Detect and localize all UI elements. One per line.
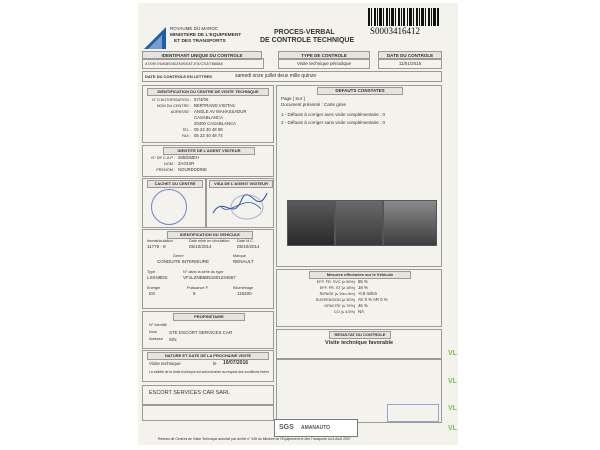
serie-label: N° dans la série du type [183, 270, 224, 274]
agent-identity [142, 145, 274, 177]
center-identification [142, 85, 274, 143]
owner-title: PROPRIETAIRE [173, 313, 245, 321]
client-box [142, 385, 274, 405]
center-row-key: NOM DU CENTRE : [156, 104, 191, 108]
vl-mark: VL [448, 405, 457, 412]
owner-name-label: Nom [149, 330, 158, 334]
center-row-key: ADRESSE : [170, 110, 191, 114]
measure-row-value: 46 % [358, 303, 368, 308]
center-row-value: 05 22 40 48 08 [194, 127, 223, 132]
defects-line-2: 2 - Défauts à corriger sans visite complémentaire : 0 [281, 120, 386, 125]
type-label: Type [147, 270, 156, 274]
agent-row-key: PRENOM : [156, 168, 175, 172]
result-value: Visite technique favorable [325, 340, 394, 346]
measure-row-key: RIPAGE (≤ 10m /km) [319, 292, 355, 296]
control-type-label: TYPE DE CONTROLE [278, 51, 370, 60]
genre-value: CONDUITE INTERIEURE [157, 259, 210, 264]
center-stamp-box [142, 178, 206, 228]
center-stamp-label: CACHET DU CENTRE [147, 180, 203, 188]
measure-row-value: 55 % [358, 279, 368, 284]
center-rows [149, 97, 246, 139]
center-row-key: N° D'AUTORISATION : [151, 98, 191, 102]
measure-row-value: NA [358, 309, 364, 314]
kingdom-label: ROYAUME DU MAROC [170, 26, 219, 31]
agent-signature-icon [211, 187, 271, 225]
date-mc-label: Date mise en circulation [189, 239, 230, 243]
owner-address-value: S/N [169, 337, 177, 342]
vehicle-photo-front [287, 200, 335, 246]
defects-section [276, 85, 442, 267]
measure-row-key: CO (≤ 4.5%) [333, 310, 355, 314]
center-row-key: FAX : [181, 134, 191, 138]
puissance-value: 8 [193, 291, 196, 296]
defects-document: Document présenté : Carte grise [281, 102, 347, 107]
measure-row [287, 309, 388, 315]
type-value: LXKN8DS [147, 275, 168, 280]
center-row-value: CASABLANCA [194, 115, 223, 120]
km-value: 116400 [237, 291, 252, 296]
next-visit-date: 10/07/2016 [223, 360, 249, 366]
date-letters-row [142, 71, 442, 82]
result-section [276, 329, 442, 359]
client-name: ESCORT SERVICES CAR SARL [149, 390, 230, 396]
serie-value: VF1LZNB6B51601234567 [183, 275, 236, 280]
immat-value: 11779 - 8 [147, 244, 166, 249]
center-row-value: BERTRAND VISITAS [194, 103, 235, 108]
control-date-value: 11/01/2015 [378, 58, 442, 69]
next-visit-section [142, 350, 274, 382]
center-title: IDENTIFICATION DU CENTRE DE VISITE TECHNIQUE [147, 88, 269, 96]
pv-title: PROCES-VERBAL [274, 29, 335, 36]
center-row [149, 133, 246, 139]
sgs-logo-text: SGS [279, 424, 294, 431]
center-stamp-icon [151, 189, 187, 225]
km-label: Kilométrage [233, 286, 254, 290]
serial-number: S0003416412 [370, 26, 421, 36]
control-date-label: DATE DU CONTROLE [378, 51, 442, 60]
next-visit-prefix: le [213, 361, 217, 366]
measures-section [276, 269, 442, 327]
agent-row-key: N° DE C.A.P : [151, 156, 175, 160]
unique-id-label: IDENTIFIANT UNIQUE DU CONTROLE [142, 51, 262, 60]
ministry-label: MINISTERE DE L'EQUIPEMENT [170, 33, 242, 38]
sgs-logo [274, 419, 358, 437]
official-stamp-icon [387, 404, 439, 422]
immat-label: Immatriculation [147, 239, 173, 243]
measure-row-value: AV 0 % AR 0 % [358, 297, 388, 302]
pv-subtitle: DE CONTROLE TECHNIQUE [260, 37, 355, 44]
client-box-2 [142, 405, 274, 421]
vl-mark: VL [448, 378, 457, 385]
genre-label: Genre [173, 254, 184, 258]
owner-id-label: N° Identité [149, 323, 167, 327]
center-row-key: TEL : [182, 128, 191, 132]
owner-section [142, 311, 274, 349]
puissance-label: Puissance F. [187, 286, 209, 290]
owner-name-value: STE ESCORT SERVICES CAR [169, 330, 233, 335]
vl-mark: VL [448, 425, 457, 432]
vl-mark: VL [448, 350, 457, 357]
center-row-value: ANGLE AV MAHASSADUR [194, 109, 247, 114]
next-visit-label: Visite technique [149, 361, 181, 366]
agent-row-key: NOM : [164, 162, 175, 166]
center-row-value: 05 22 40 48 74 [194, 133, 223, 138]
agent-row-value: ZAOUIR [178, 161, 195, 166]
barcode-icon [368, 8, 440, 26]
pv-document [138, 3, 458, 445]
measure-row-key: EFF. FR. ST (≥ 18%) [319, 286, 355, 290]
measures-title: Mesures effectuées sur le Véhicule [309, 271, 411, 279]
vehicle-identification [142, 229, 274, 309]
agent-title: IDENTITE DE L'AGENT VISITEUR [163, 147, 255, 155]
result-title: RESULTAT DU CONTROLE [329, 331, 391, 339]
measure-row-value: -0.8 m/km [358, 291, 378, 296]
measure-row-value: 18 % [358, 285, 368, 290]
measure-row-key: OPACITE (≤ 70%) [324, 304, 355, 308]
marque-value: RENAULT [233, 259, 254, 264]
agent-visa-box [206, 178, 274, 228]
defects-title: DEFAUTS CONSTATES [317, 87, 403, 95]
measure-row-key: EFF. FR. SVC (≥ 50%) [316, 280, 355, 284]
ministry-logo-icon [144, 27, 168, 51]
control-type-value: Visite technique périodique [278, 58, 370, 69]
agent-row-value: NOUREDDINE [178, 167, 207, 172]
next-visit-title: NATURE ET DATE DE LA PROCHAINE VISITE [147, 352, 269, 360]
sgs-amanauto: AMANAUTO [301, 425, 331, 431]
defects-page: Page [ Sur ] [281, 96, 305, 101]
vehicle-title: IDENTIFICATION DU VEHICULE [167, 231, 253, 239]
center-row-value: 57/3/06 [194, 97, 209, 102]
date-mc-2-value: 05/10/2014 [237, 244, 260, 249]
agent-visa-label: VISA DE L'AGENT VISITEUR [209, 180, 273, 188]
next-visit-notes: La validité de la visite technique est subordonnée au respect des conditions fixées [149, 370, 269, 374]
center-row-value: 20400 CASABLANCA [194, 121, 237, 126]
date-mc-value: 05/10/2014 [189, 244, 212, 249]
measure-row-key: SUSPENSION (≥ 30%) [315, 298, 355, 302]
date-letters-value: samedi onze juillet deux mille quinze [235, 73, 317, 79]
energie-value: ES [149, 291, 156, 296]
measure-rows [287, 279, 388, 315]
agent-row-value: 285/DMEH [178, 155, 200, 160]
date-letters-label: DATE DU CONTROLE EN LETTRES [145, 74, 213, 79]
date-mc-2-label: Date M.C. [237, 239, 255, 243]
vehicle-photo-rear [335, 200, 383, 246]
agent-row [149, 167, 207, 173]
vehicle-photo-wheel [383, 200, 437, 246]
footer-text: Réseau de Centres de Visite Technique autorisé par Arrêté n° 248 du Ministre de l'Equipement et des Transports du 6 Août 2007 [158, 437, 351, 441]
unique-id-value: 47/09/7/5/ABS/40ZN/SEAT-EX/CS3/786888 [142, 58, 264, 69]
energie-label: Energie [147, 286, 161, 290]
agent-rows [149, 155, 207, 173]
ministry-label-2: ET DES TRANSPORTS [174, 39, 226, 44]
defects-line-1: 1 - Défauts à corriger avec visite complémentaire : 0 [281, 112, 386, 117]
sgs-area [276, 359, 442, 423]
owner-address-label: Adresse [149, 337, 163, 341]
marque-label: Marque [233, 254, 246, 258]
